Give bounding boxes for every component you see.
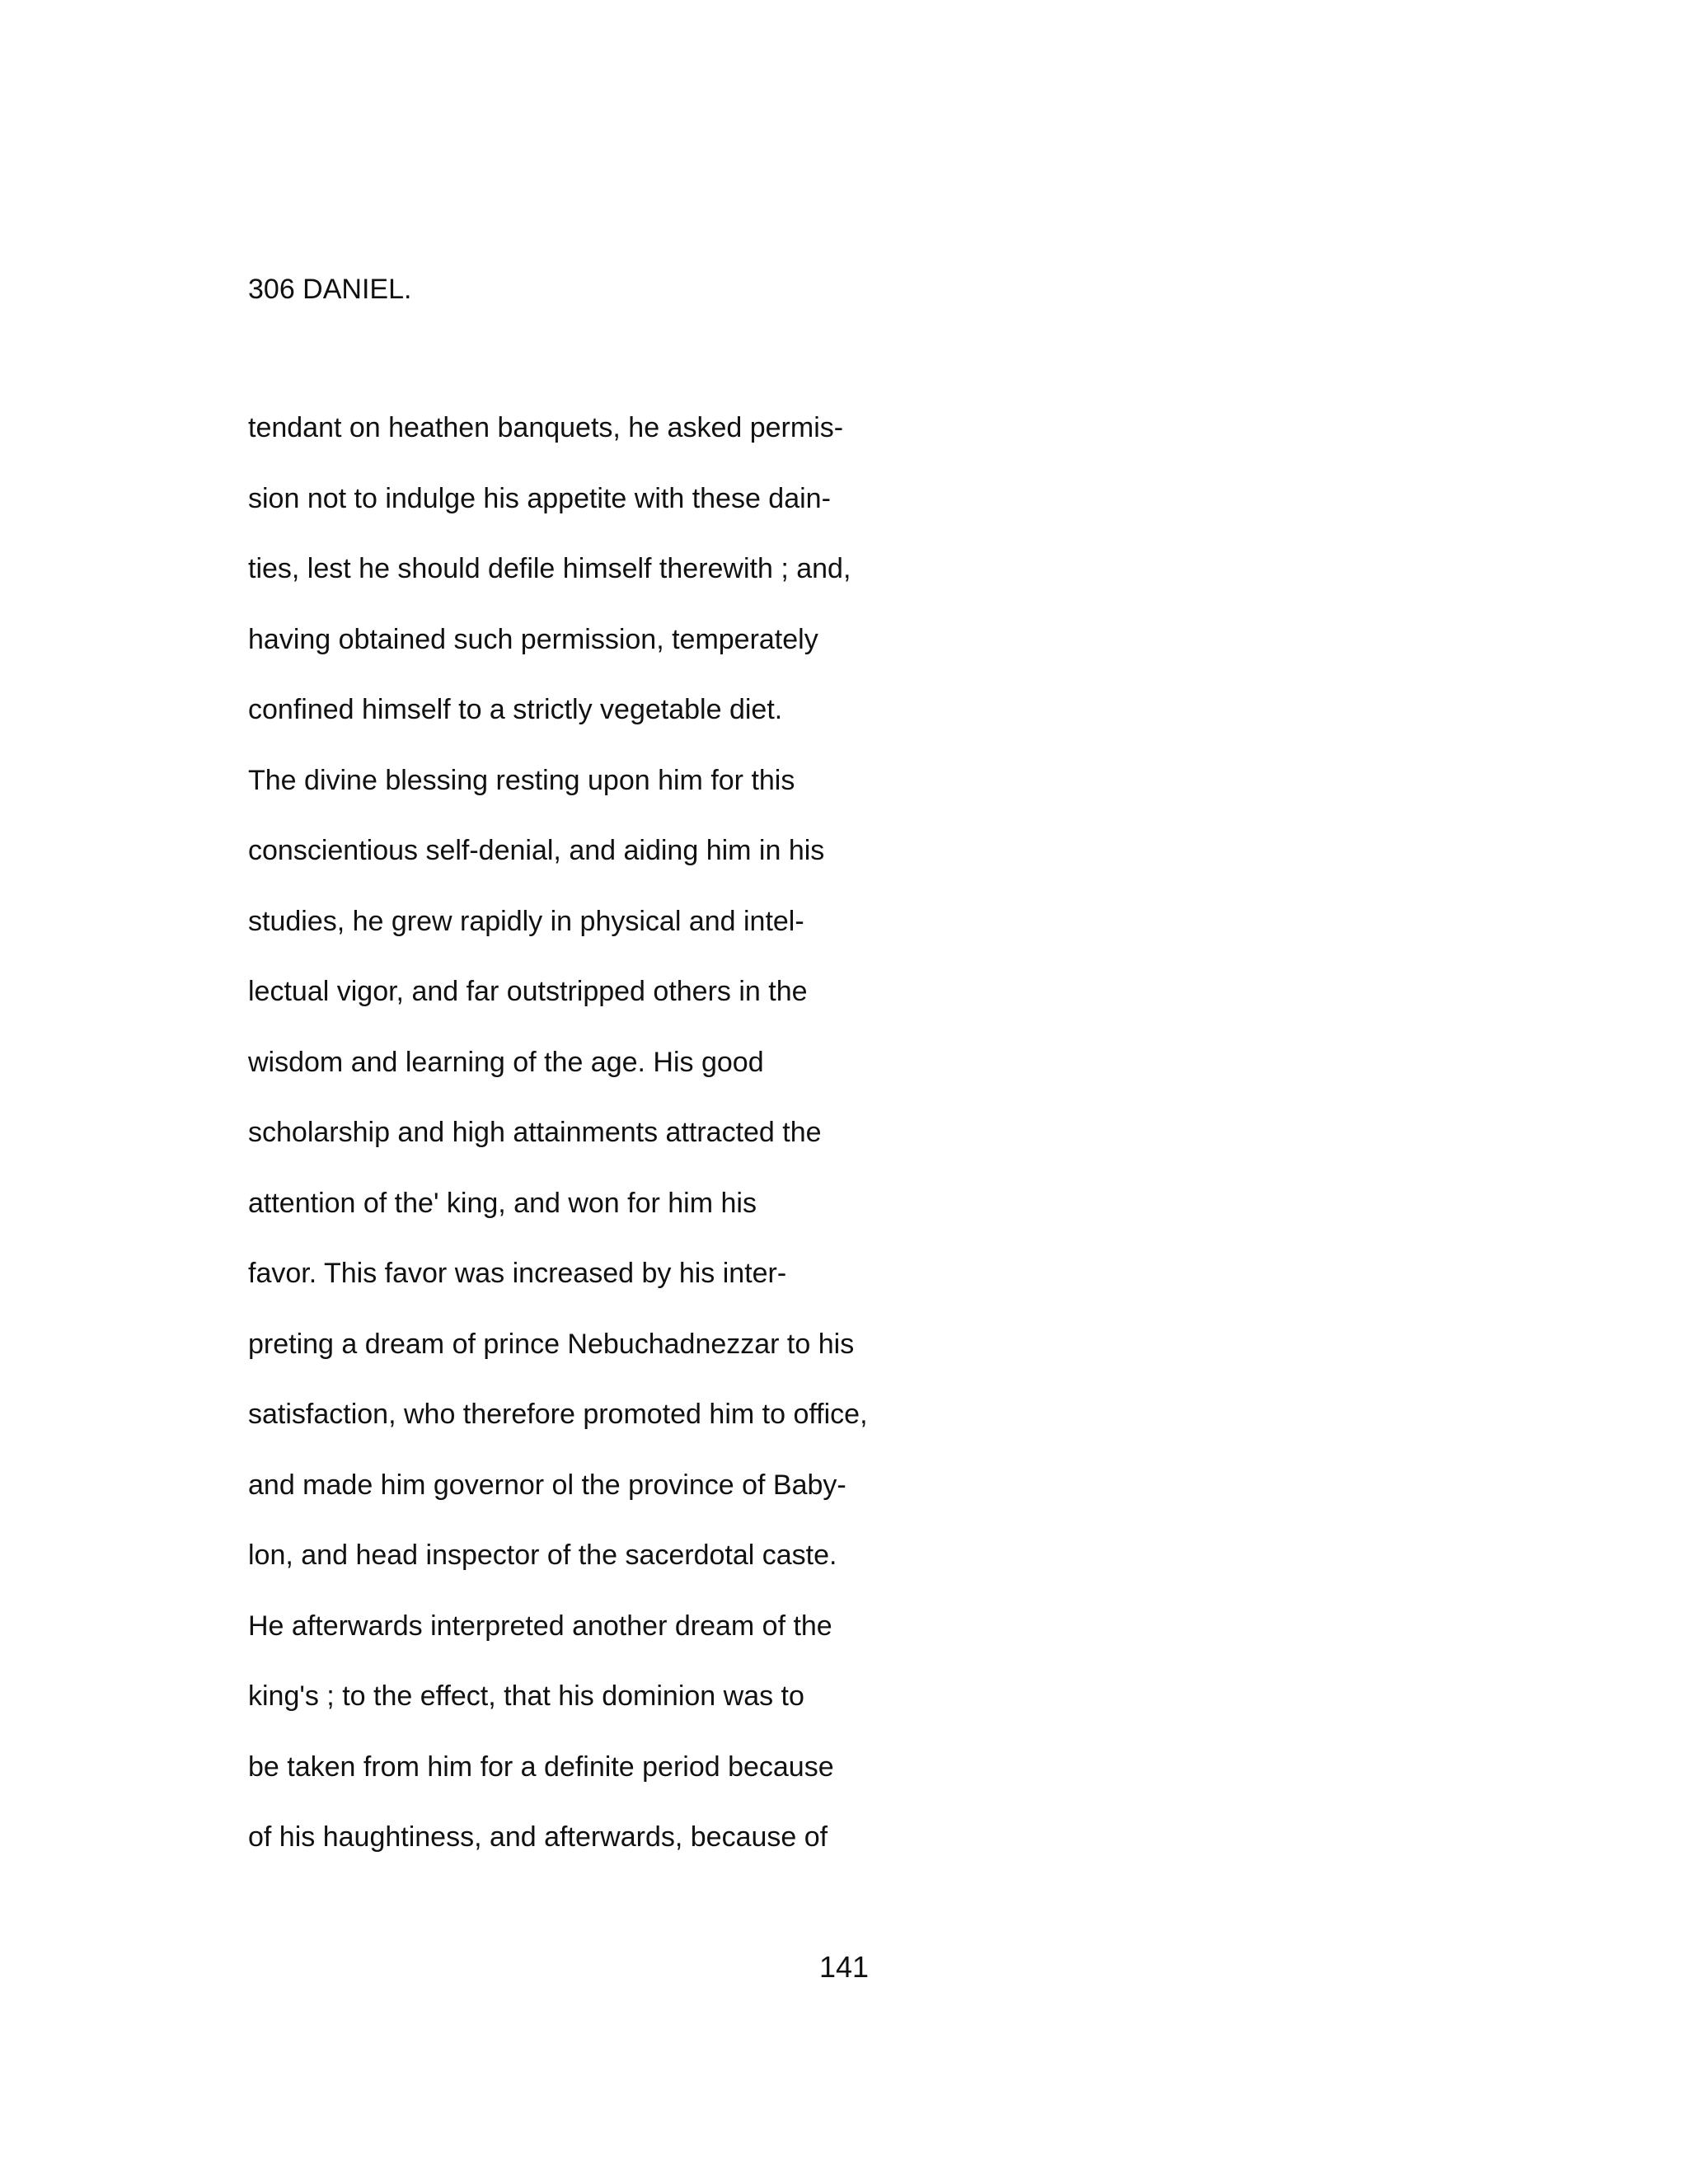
text-line: lon, and head inspector of the sacerdotal caste. — [248, 1540, 837, 1571]
text-line: He afterwards interpreted another dream of the — [248, 1610, 832, 1642]
text-line: preting a dream of prince Nebuchadnezzar to his — [248, 1328, 855, 1360]
text-line: be taken from him for a definite period because — [248, 1750, 834, 1783]
text-line: and made him governor ol the province of Baby- — [248, 1469, 846, 1501]
text-line: scholarship and high attainments attracted the — [248, 1117, 822, 1148]
text-line: tendant on heathen banquets, he asked permis- — [248, 412, 844, 443]
text-line: lectual vigor, and far outstripped others in the — [248, 976, 808, 1007]
text-line: having obtained such permission, temperately — [248, 623, 818, 655]
text-line: favor. This favor was increased by his inter- — [248, 1258, 787, 1289]
text-line: studies, he grew rapidly in physical and intel- — [248, 905, 804, 937]
page-number: 141 — [818, 1950, 870, 1984]
running-header: 306 DANIEL. — [248, 274, 412, 305]
text-line: conscientious self-denial, and aiding him in his — [248, 835, 825, 866]
text-line: king's ; to the effect, that his dominion was to — [248, 1680, 804, 1712]
text-line: wisdom and learning of the age. His good — [248, 1046, 764, 1078]
text-line: sion not to indulge his appetite with these dain- — [248, 482, 831, 514]
text-line: The divine blessing resting upon him for this — [248, 764, 795, 796]
text-line: attention of the' king, and won for him his — [248, 1187, 757, 1219]
text-line: of his haughtiness, and afterwards, because of — [248, 1821, 828, 1853]
text-line: ties, lest he should defile himself therewith ; and, — [248, 553, 851, 584]
body-text — [248, 410, 868, 1891]
text-line: satisfaction, who therefore promoted him to office, — [248, 1399, 868, 1430]
text-line: confined himself to a strictly vegetable diet. — [248, 694, 783, 725]
